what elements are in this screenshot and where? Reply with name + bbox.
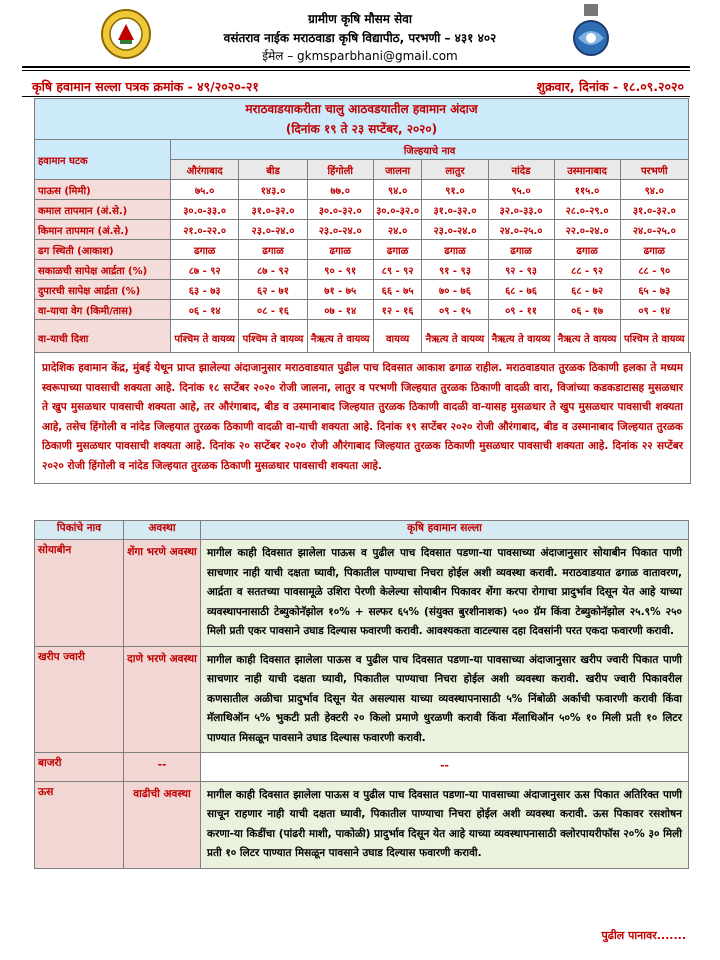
forecast-value: ढगाळ [554,240,620,260]
district-name: हिंगोली [307,160,373,180]
university-logo-icon [100,8,152,60]
bulletin-number: कृषि हवामान सल्ला पत्रक क्रमांक - ४९/२०२०-२१ [32,79,259,94]
forecast-value: ०९ - १५ [422,300,488,320]
advisory-row [35,781,689,868]
param-label: किमान तापमान (अं.से.) [35,220,171,240]
bulletin-row [22,73,690,97]
param-label: ढग स्थिती (आकाश) [35,240,171,260]
crop-stage: शेंगा भरणे अवस्था [124,540,201,647]
forecast-value: वायव्य [373,320,422,357]
forecast-value: ढगाळ [373,240,422,260]
forecast-value: ३२.०-३३.० [488,200,554,220]
forecast-value: ६३ - ७३ [171,280,239,300]
forecast-row [35,300,689,320]
crop-advice: मागील काही दिवसात झालेला पाऊस व पुढील पाच दिवसात पडणा-या पावसाच्या अंदाजानुसार सोयाबीन पिकात पाणी साचणार नाही याची दक्षता घ्यावी, पिकातील पाण्याचा निचरा होईल अशी व्यवस्था करावी. मराठवाडयात ढगाळ वातावरण, आर्द्रता व सततच्या पावसामूळे उशिरा पेरणी केलेल्या सोयाबीन पिकावर शेंगा करपा रोगाचा प्रादुर्भाव दिसून येत आहे याच्या व्यवस्थापनासाठी टेब्युकोनॅझोल १०% + सल्फर ६५% (संयुक्त बुरशीनाशक) ५०० ग्रॅम किंवा टेब्युकोनॅझोल २५.९% २५० मिली प्रती एकर पावसाने उघाड दिल्यास फवारणी करावी. आवश्यकता वाटल्यास दहा दिवसांनी परत एकदा फवारणी करावी. [201,540,689,647]
param-label: पाऊस (मिमी) [35,180,171,200]
forecast-row [35,280,689,300]
forecast-value: ९१ - ९३ [422,260,488,280]
forecast-value: ०८ - १६ [239,300,307,320]
forecast-value: पश्चिम ते वायव्य [239,320,307,357]
forecast-value: पश्चिम ते वायव्य [171,320,239,357]
forecast-value: ०६ - १७ [554,300,620,320]
divider [22,70,690,71]
forecast-value: नैऋत्य ते वायव्य [488,320,554,357]
district-name: नांदेड [488,160,554,180]
advisory-row [35,753,689,782]
crop-name: सोयाबीन [35,540,124,647]
forecast-table [34,98,689,357]
forecast-value: ३१.०-३२.० [239,200,307,220]
param-header: हवामान घटक [35,140,171,180]
forecast-row [35,180,689,200]
forecast-value: ६५ - ७३ [620,280,688,300]
forecast-value: ९४.० [373,180,422,200]
crop-advice: -- [201,753,689,782]
district-name: औरंगाबाद [171,160,239,180]
forecast-value: ८७ - ९२ [171,260,239,280]
param-label: दुपारची सापेक्ष आर्द्रता (%) [35,280,171,300]
forecast-value: २४.० [373,220,422,240]
forecast-value: २३.०-२४.० [239,220,307,240]
advisory-table [34,520,689,869]
district-name: उस्मानाबाद [554,160,620,180]
forecast-value: ७७.० [307,180,373,200]
header-line-2: वसंतराव नाईक मराठवाडा कृषि विद्यापीठ, परभणी – ४३१ ४०२ [223,31,497,45]
advisory-row [35,540,689,647]
forecast-value: ०९ - ११ [488,300,554,320]
forecast-value: ८८ - ९२ [554,260,620,280]
forecast-value: ६८ - ७६ [488,280,554,300]
forecast-value: ढगाळ [620,240,688,260]
crop-name: खरीप ज्वारी [35,646,124,753]
forecast-value: २८.०-२९.० [554,200,620,220]
forecast-value: ढगाळ [488,240,554,260]
bulletin-date: शुक्रवार, दिनांक - १८.०९.२०२० [536,79,684,94]
forecast-row [35,200,689,220]
forecast-value: २१.०-२२.० [171,220,239,240]
forecast-value: ३०.०-३२.० [373,200,422,220]
crop-name: बाजरी [35,753,124,782]
forecast-value: ९५.० [488,180,554,200]
forecast-value: ८७ - ९२ [239,260,307,280]
param-label: कमाल तापमान (अं.से.) [35,200,171,220]
district-name: परभणी [620,160,688,180]
forecast-value: ६८ - ७२ [554,280,620,300]
forecast-value: पश्चिम ते वायव्य [620,320,688,357]
page-header [0,0,720,70]
forecast-value: ढगाळ [239,240,307,260]
forecast-value: ढगाळ [307,240,373,260]
forecast-row [35,220,689,240]
forecast-value: नैऋत्य ते वायव्य [422,320,488,357]
forecast-value: ३०.०-३२.० [307,200,373,220]
advice-header: कृषि हवामान सल्ला [201,521,689,540]
forecast-value: ३०.०-३३.० [171,200,239,220]
crop-stage: -- [124,753,201,782]
header-email: ईमेल – gkmsparbhani@gmail.com [262,49,458,63]
weather-summary: प्रादेशिक हवामान केंद्र, मुंबई येथून प्राप्त झालेल्या अंदाजानुसार मराठवाडयात पुढील पाच दिवसात आकाश ढगाळ राहील. मराठवाडयात तुरळक ठिकाणी हलका ते मध्यम स्वरूपाच्या पावसाची शक्यता आहे. दिनांक १८ सप्टेंबर २०२० रोजी जालना, लातुर व परभणी जिल्हयात तुरळक ठिकाणी वादळी वारा, विजांच्या कडकडाटासह मुसळधार ते खुप मुसळधार पावसाची शक्यता आहे, तर औरंगाबाद, बीड व उस्मानाबाद जिल्हयात तुरळक ठिकाणी वादळी वा-यासह मुसळधार ते खुप मुसळधार पावसाची शक्यता आहे, तसेच हिंगोली व नांदेड जिल्हयात तुरळक ठिकाणी वादळी वा-याची शक्यता आहे. दिनांक १९ सप्टेंबर २०२० रोजी औरंगाबाद, बीड व उस्मानाबाद जिल्हयात तुरळक ठिकाणी मुसळधार पावसाची शक्यता आहे. दिनांक २० सप्टेंबर २०२० रोजी औरंगाबाद जिल्हयात तुरळक ठिकाणी मुसळधार पावसाची शक्यता आहे. दिनांक २२ सप्टेंबर २०२० रोजी हिंगोली व नांदेड जिल्हयात तुरळक ठिकाणी मुसळधार पावसाची शक्यता आहे. [34,352,691,484]
crop-header: पिकांचे नाव [35,521,124,540]
district-name: बीड [239,160,307,180]
divider [22,96,690,97]
crop-stage: वाढीची अवस्था [124,781,201,868]
forecast-value: ७० - ७६ [422,280,488,300]
forecast-value: ०७ - १४ [307,300,373,320]
forecast-value: १२ - १६ [373,300,422,320]
forecast-value: ७५.० [171,180,239,200]
crop-stage: दाणे भरणे अवस्था [124,646,201,753]
continued-note: पुढील पानावर....... [601,929,686,942]
district-name: जालना [373,160,422,180]
district-name: लातुर [422,160,488,180]
advisory-row [35,646,689,753]
forecast-value: ढगाळ [171,240,239,260]
forecast-value: ढगाळ [422,240,488,260]
forecast-value: ०६ - १४ [171,300,239,320]
forecast-value: २४.०-२५.० [488,220,554,240]
forecast-value: ९० - ९१ [307,260,373,280]
forecast-value: ३१.०-३२.० [422,200,488,220]
forecast-title-line-1: मराठवाडयाकरीता चालु आठवडयातील हवामान अंदाज [245,102,478,116]
forecast-value: ६६ - ७५ [373,280,422,300]
forecast-value: ११५.० [554,180,620,200]
forecast-title [35,99,689,140]
forecast-value: ३१.०-३२.० [620,200,688,220]
param-label: सकाळची सापेक्ष आर्द्रता (%) [35,260,171,280]
forecast-value: ८८ - ९० [620,260,688,280]
forecast-row [35,240,689,260]
forecast-title-line-2: (दिनांक १९ ते २३ सप्टेंबर, २०२०) [285,122,438,136]
crop-advice: मागील काही दिवसात झालेला पाऊस व पुढील पाच दिवसात पडणा-या पावसाच्या अंदाजानुसार ऊस पिकात अतिरिक्त पाणी साचून राहणार नाही याची दक्षता घ्यावी, पिकातील पाण्याचा निचरा होईल अशी व्यवस्था करावी. ऊस पिकावर रसशोषन करणा-या किडींचा (पांढरी माशी, पाकोळी) प्रादुर्भाव दिसून येत आहे याच्या व्यवस्थापनासाठी क्लोरपायरीफॉस २०% ३० मिली प्रती १० लिटर पाण्यात मिसळून पावसाने उघाड दिल्यास फवारणी करावी. [201,781,689,868]
forecast-row [35,320,689,357]
forecast-value: २३.०-२४.० [307,220,373,240]
param-label: वा-याचा वेग (किमी/तास) [35,300,171,320]
crop-advice: मागील काही दिवसात झालेला पाऊस व पुढील पाच दिवसात पडणा-या पावसाच्या अंदाजानुसार खरीप ज्वारी पिकात पाणी साचणार नाही याची दक्षता घ्यावी, पिकातील पाण्याचा निचरा होईल अशी व्यवस्था करावी. खरीप ज्वारी पिकावरील कणसातील अळीचा प्रादुर्भाव दिसून येत असल्यास याच्या व्यवस्थापनासाठी ५% निंबोळी अर्काची फवारणी करावी किंवा मॅलाथिऑन ५% भुकटी प्रती हेक्टरी २० किलो प्रमाणे धुरळणी करावी किंवा मॅलाथिऑन ५०% १० मिली प्रती १० लिटर पाण्यात मिसळून पावसाने उघाड दिल्यास फवारणी करावी. [201,646,689,753]
forecast-value: नैऋत्य ते वायव्य [554,320,620,357]
forecast-value: ६२ - ७१ [239,280,307,300]
forecast-value: ७१ - ७५ [307,280,373,300]
imd-emblem-icon [568,2,614,58]
forecast-value: ०९ - १४ [620,300,688,320]
forecast-value: १४३.० [239,180,307,200]
districts-header: जिल्हयाचे नाव [171,140,689,160]
forecast-value: ९१.० [422,180,488,200]
forecast-row [35,260,689,280]
stage-header: अवस्था [124,521,201,540]
forecast-value: ९२ - ९३ [488,260,554,280]
forecast-value: ९४.० [620,180,688,200]
divider [22,66,690,68]
forecast-value: २४.०-२५.० [620,220,688,240]
crop-name: ऊस [35,781,124,868]
forecast-value: २२.०-२४.० [554,220,620,240]
param-label: वा-याची दिशा [35,320,171,357]
forecast-value: नैऋत्य ते वायव्य [307,320,373,357]
forecast-value: ८९ - ९२ [373,260,422,280]
forecast-value: २३.०-२४.० [422,220,488,240]
header-line-1: ग्रामीण कृषि मौसम सेवा [307,12,413,26]
